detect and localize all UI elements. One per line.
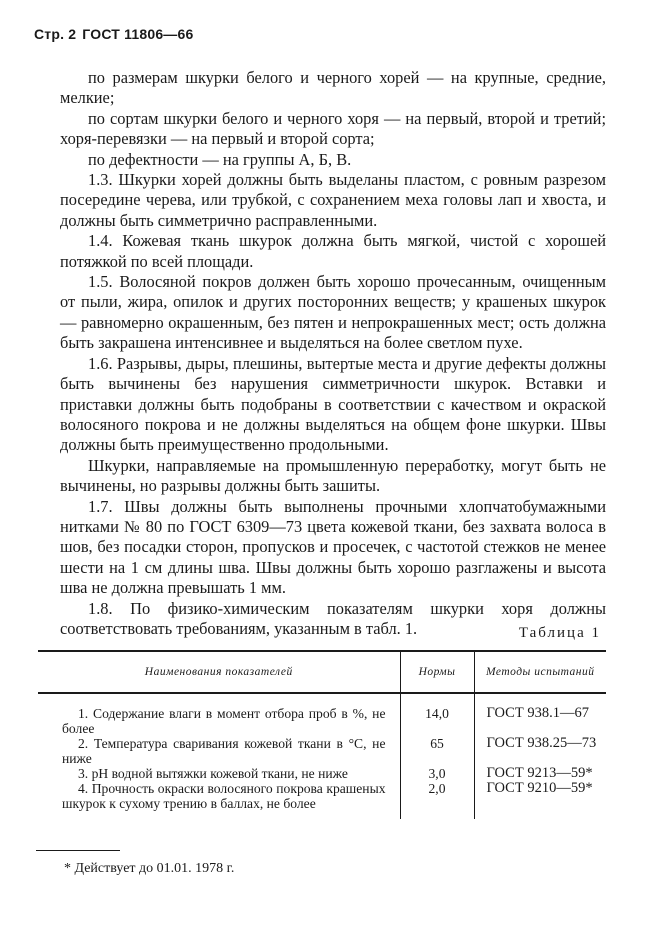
table-spacer-row xyxy=(38,811,606,819)
indicator-cell: 1. Содержание влаги в момент отбора проб в %, не более xyxy=(62,706,386,736)
paragraph: по сортам шкурки белого и черного хоря — на первый, второй и третий; хоря-перевязки — на первый и второй сорта; xyxy=(60,108,606,149)
method-cell: ГОСТ 938.1—67 xyxy=(474,706,606,736)
indicator-cell: 4. Прочность окраски волосяного покрова крашеных шкурок к сухому трению в баллах, не более xyxy=(62,781,386,811)
table-header-row xyxy=(38,651,606,693)
table-row xyxy=(38,736,606,766)
table-row xyxy=(38,781,606,811)
method-cell: ГОСТ 9210—59* xyxy=(474,781,606,811)
paragraph: по размерам шкурки белого и черного хорей — на крупные, средние, мелкие; xyxy=(60,68,606,108)
standard-number: ГОСТ 11806—66 xyxy=(82,26,194,42)
indicator-cell: 2. Температура сваривания кожевой ткани в °С, не ниже xyxy=(62,736,386,766)
norm-cell: 14,0 xyxy=(400,706,474,736)
table-container xyxy=(38,650,606,819)
paragraph: 1.8. По физико-химическим показателям шкурки хоря должны соответствовать требованиям, указанным в табл. 1. xyxy=(60,598,606,638)
paragraph: 1.7. Швы должны быть выполнены прочными хлопчатобумажными нитками № 80 по ГОСТ 6309—73 цвета кожевой ткани, без захвата волоса в шов, без посадки сторон, пропусков и просечек, с частотой стежков не менее шести на 1 см длины шва. Швы должны быть хорошо разглажены и высота шва не должна превышать 1 мм. xyxy=(60,496,606,598)
footnote-divider xyxy=(36,850,120,851)
body-text xyxy=(60,68,606,639)
column-header-method: Методы испытаний xyxy=(474,651,606,693)
norm-cell: 2,0 xyxy=(400,781,474,811)
paragraph: 1.3. Шкурки хорей должны быть выделаны пластом, с ровным разрезом посередине черева, или трубкой, с сохранением меха головы лап и хвоста, и должны быть симметрично расправленными. xyxy=(60,170,606,230)
paragraph: 1.6. Разрывы, дыры, плешины, вытертые места и другие дефекты должны быть вычинены без нарушения симметричности шкурок. Вставки и приставки должны быть подобраны в соответствии с качеством и окраской волосяного покрова и не должны выделяться на общем фоне шкурки. Швы должны быть преимущественно продольными. xyxy=(60,353,606,455)
physical-chemical-table xyxy=(38,650,606,819)
paragraph: Шкурки, направляемые на промышленную переработку, могут быть не вычинены, но разрывы должны быть зашиты. xyxy=(60,455,606,496)
norm-cell: 65 xyxy=(400,736,474,766)
column-header-norm: Нормы xyxy=(400,651,474,693)
method-cell: ГОСТ 9213—59* xyxy=(474,766,606,781)
page-header xyxy=(34,26,193,42)
paragraph: 1.4. Кожевая ткань шкурок должна быть мягкой, чистой с хорошей потяжкой по всей площади. xyxy=(60,231,606,271)
column-header-indicator: Наименования показателей xyxy=(38,651,400,693)
norm-cell: 3,0 xyxy=(400,766,474,781)
method-cell: ГОСТ 938.25—73 xyxy=(474,736,606,766)
table-row xyxy=(38,706,606,736)
table-row xyxy=(38,766,606,781)
paragraph: по дефектности — на группы А, Б, В. xyxy=(88,149,352,169)
paragraph: 1.5. Волосяной покров должен быть хорошо прочесанным, очищенным от пыли, жира, опилок и других посторонних веществ; у крашеных шкурок — равномерно окрашенным, без пятен и непрокрашенных мест; ость должна быть закрашена интенсивнее и выделяться на более светлом пухе. xyxy=(60,272,606,353)
page-label: Стр. 2 xyxy=(34,26,77,42)
table-caption: Таблица 1 xyxy=(518,625,601,641)
indicator-cell: 3. pH водной вытяжки кожевой ткани, не ниже xyxy=(78,766,348,781)
footnote: * Действует до 01.01. 1978 г. xyxy=(64,861,235,876)
